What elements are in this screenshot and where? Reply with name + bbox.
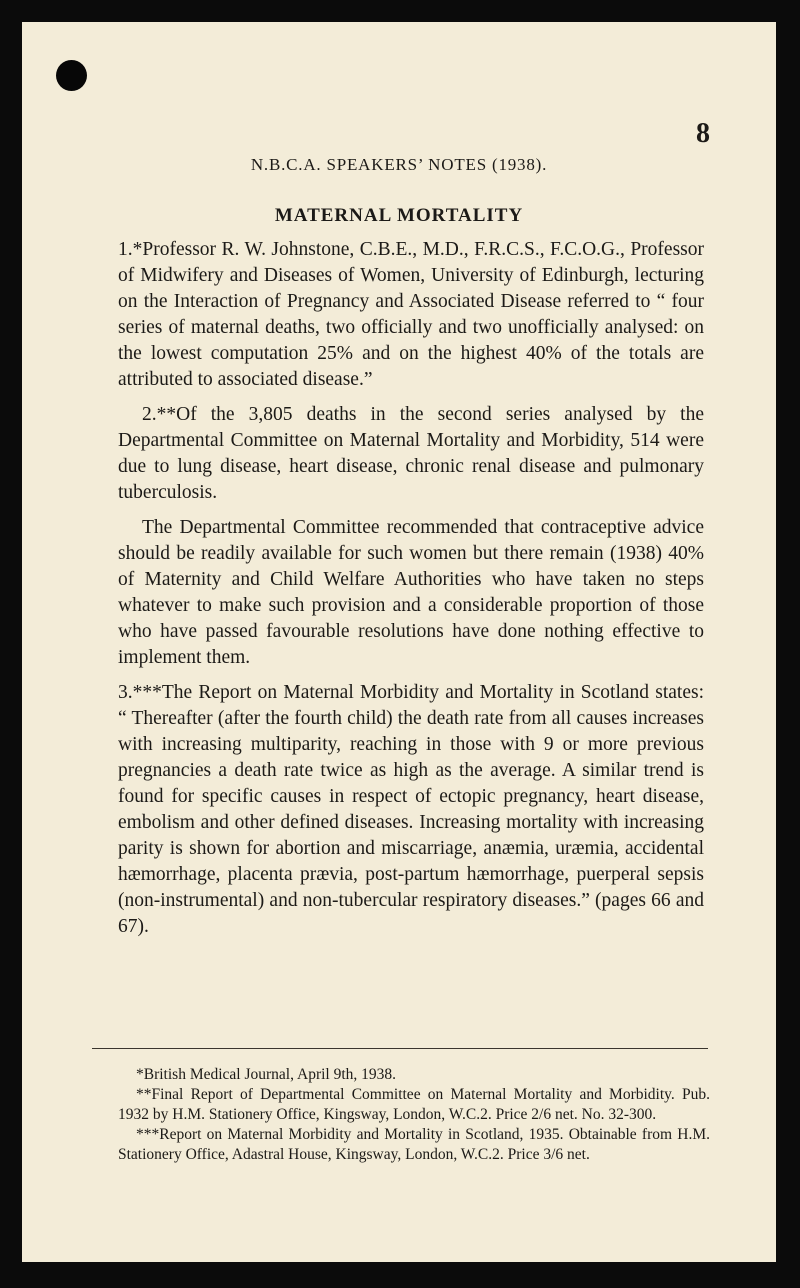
paragraph-3: The Departmental Committee recommended that contraceptive advice should be readily available for such women but there remain (1938) 40% of Maternity and Child Welfare Authorities who have taken no steps whatever to make such provision and a considerable proportion of those who have passed favourable resolutions have done nothing effective to implement them. <box>118 517 704 668</box>
running-header: N.B.C.A. SPEAKERS’ NOTES (1938). <box>250 155 548 174</box>
footnote-1: *British Medical Journal, April 9th, 1938. <box>136 1066 397 1083</box>
paragraph-4: 3.***The Report on Maternal Morbidity and Mortality in Scotland states: “ Thereafter (after the fourth child) the death rate from all causes increases with increasing multiparity, reaching in those with 9 or more previous pregnancies a death rate twice as high as the average. A similar trend is found for specific causes in respect of ectopic pregnancy, heart disease, embolism and other defined diseases. Increasing mortality with increasing parity is shown for abortion and miscarriage, anæmia, uræmia, accidental hæmorrhage, placenta prævia, post-partum hæmorrhage, puerperal sepsis (non-instrumental) and non-tubercular respiratory diseases.” (pages 66 and 67). <box>118 682 704 937</box>
punch-hole <box>56 60 87 91</box>
paragraph-1: 1.*Professor R. W. Johnstone, C.B.E., M.D., F.R.C.S., F.C.O.G., Professor of Midwifery and Diseases of Women, University of Edinburgh, lecturing on the Interaction of Pregnancy and Associated Disease referred to “ four series of maternal deaths, two officially and two unofficially analysed: on the lowest computation 25% and on the highest 40% of the totals are attributed to associated disease.” <box>118 239 704 390</box>
footnote-divider <box>92 1048 708 1049</box>
footnote-2: **Final Report of Departmental Committee on Maternal Mortality and Morbidity. Pub. 1932 by H.M. Stationery Office, Kingsway, London, W.C.2. Price 2/6 net. No. 32-300. <box>118 1086 710 1123</box>
page-number: 8 <box>696 118 710 149</box>
footnote-3: ***Report on Maternal Morbidity and Mortality in Scotland, 1935. Obtainable from H.M. Stationery Office, Adastral House, Kingsway, London, W.C.2. Price 3/6 net. <box>118 1126 710 1163</box>
body-text <box>118 237 704 949</box>
paragraph-2: 2.**Of the 3,805 deaths in the second series analysed by the Departmental Committee on Maternal Mortality and Morbidity, 514 were due to lung disease, heart disease, chronic renal disease and pulmonary tuberculosis. <box>118 404 704 503</box>
footnotes <box>118 1065 710 1165</box>
section-title: MATERNAL MORTALITY <box>274 205 524 226</box>
document-page <box>22 22 776 1262</box>
